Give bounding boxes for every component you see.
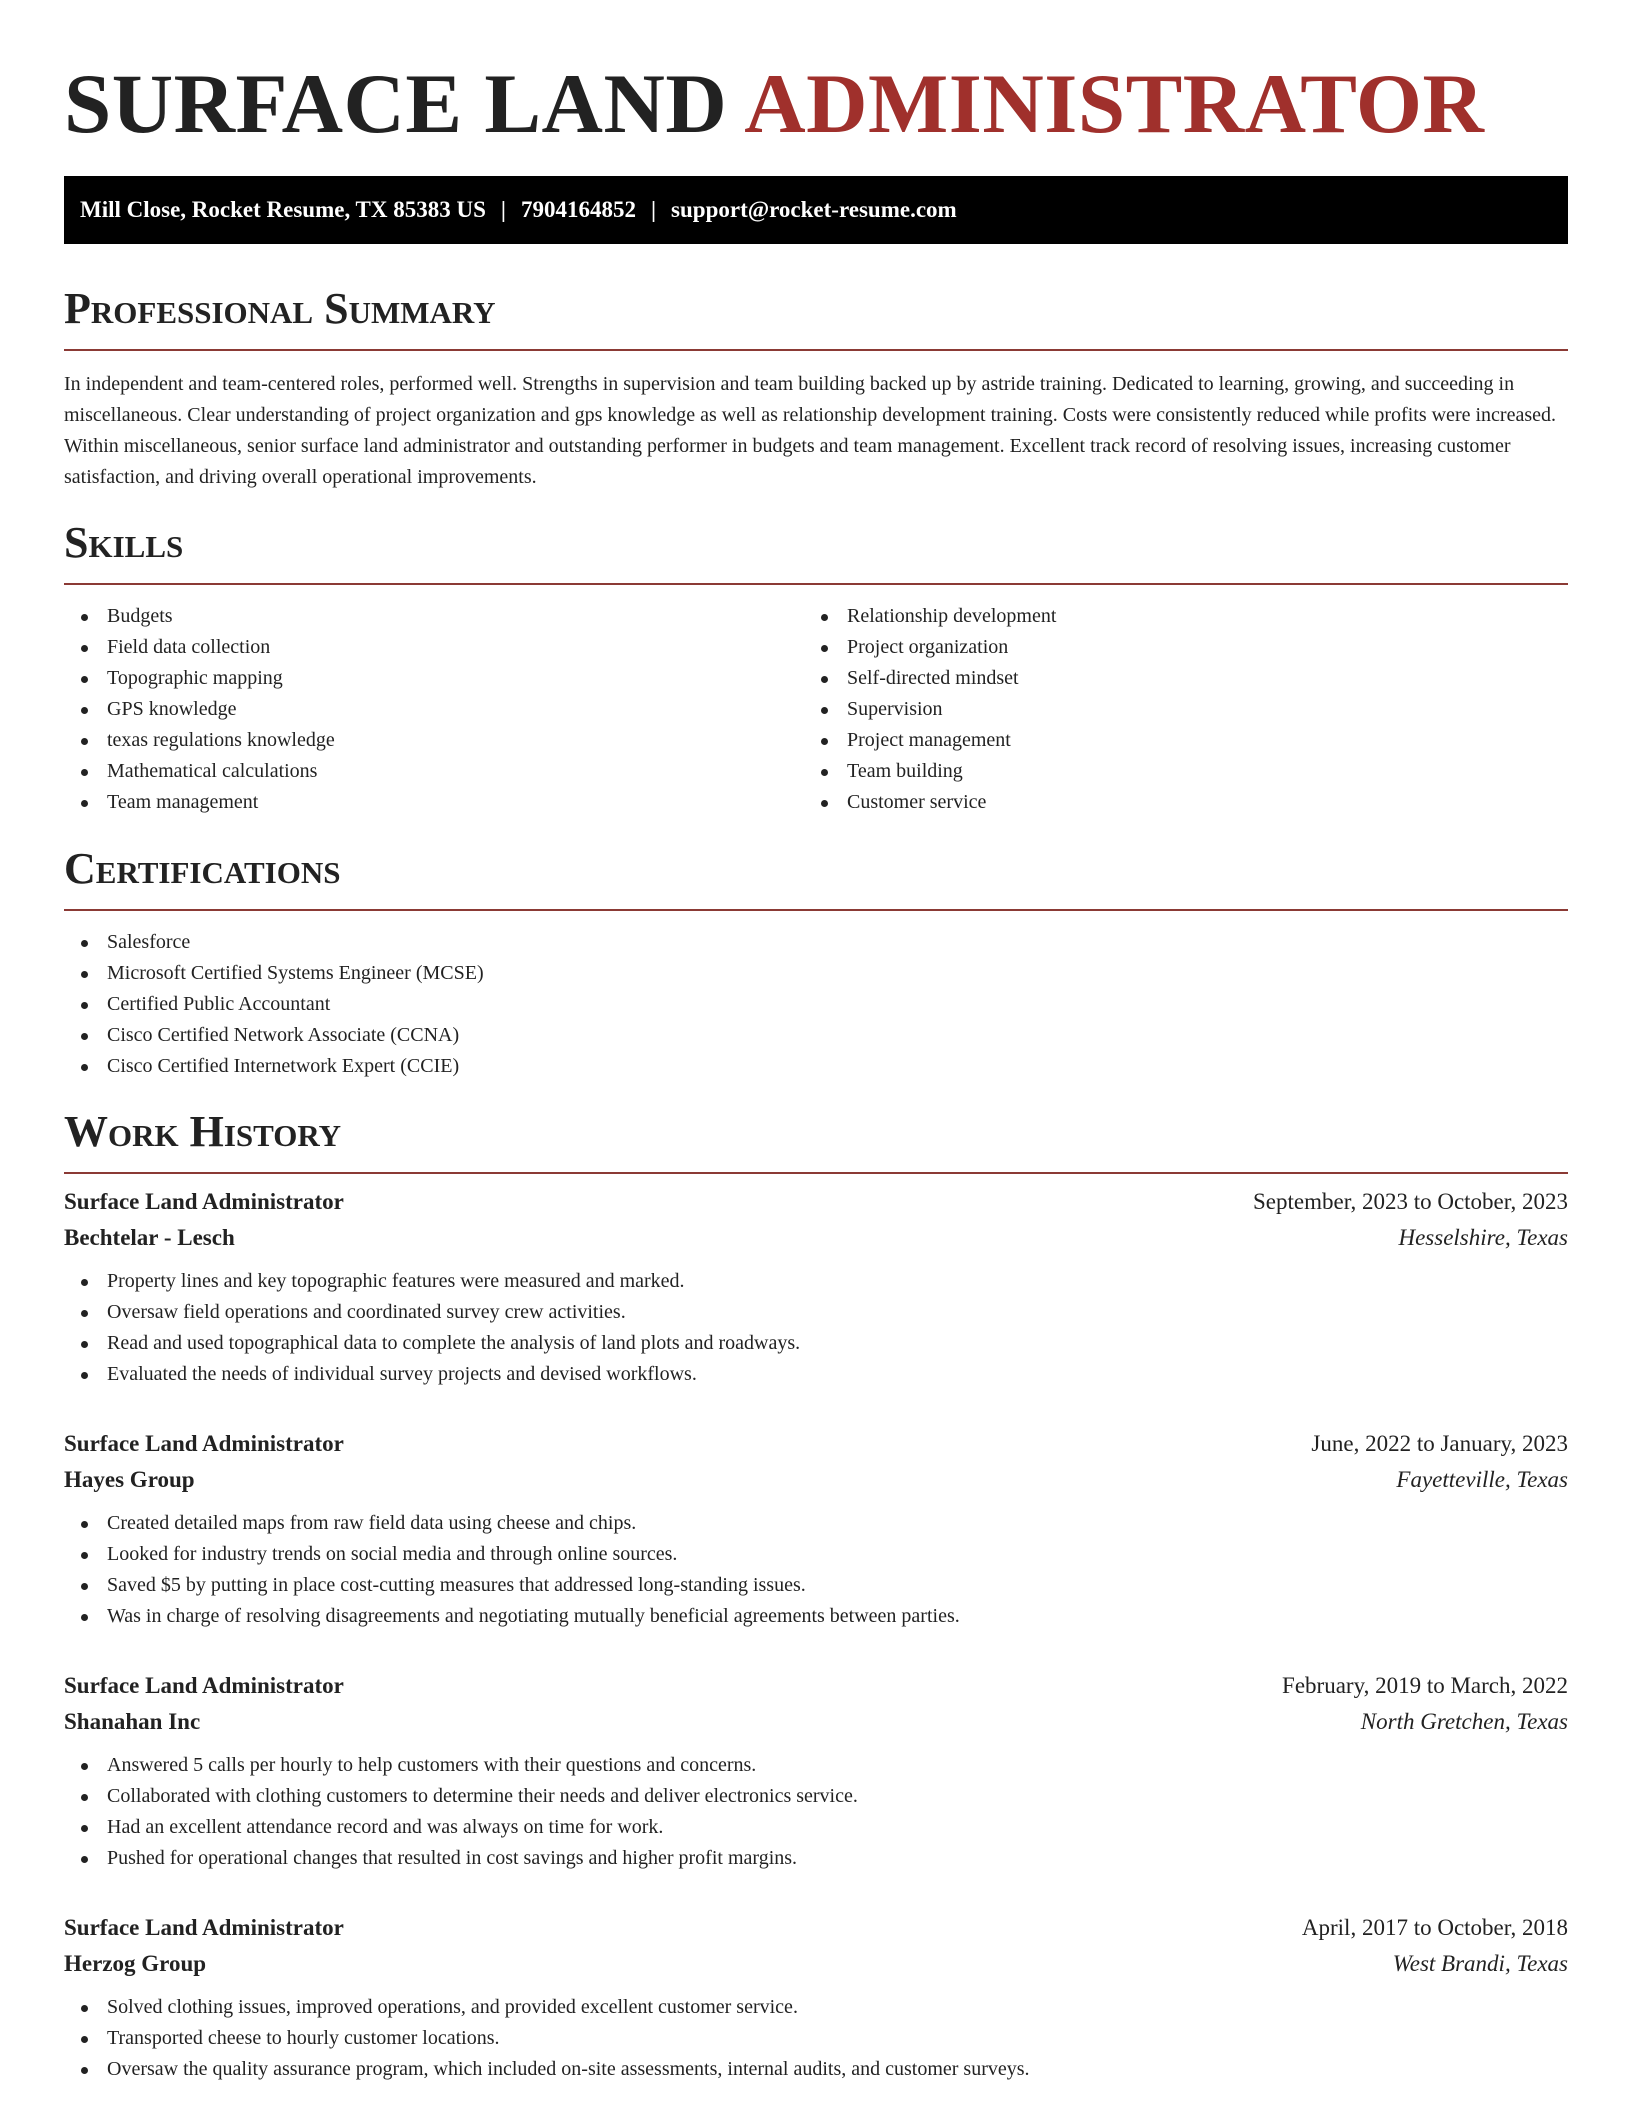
bullet-icon (81, 1856, 88, 1863)
bullet-icon (81, 2036, 88, 2043)
bullet-icon (821, 800, 828, 807)
list-item (64, 1843, 1568, 1874)
list-item (64, 756, 804, 787)
list-item (64, 1750, 1568, 1781)
list-item-text: Created detailed maps from raw field data using cheese and chips. (107, 1512, 637, 1534)
bullet-icon (81, 1763, 88, 1770)
job-dates: June, 2022 to January, 2023 (1311, 1431, 1568, 1456)
list-item-text: Supervision (847, 698, 943, 720)
job-bullets (64, 1508, 1568, 1632)
certifications-section (64, 843, 1568, 1082)
list-item-text: Self-directed mindset (847, 667, 1019, 689)
list-item-text: GPS knowledge (107, 698, 237, 720)
bullet-icon (81, 1279, 88, 1286)
bullet-icon (81, 645, 88, 652)
job-entry (64, 1426, 1568, 1632)
list-item (64, 1601, 1568, 1632)
skills-column-left (64, 601, 804, 818)
bullet-icon (81, 2005, 88, 2012)
contact-phone: 7904164852 (520, 197, 636, 222)
job-title: Surface Land Administrator (64, 1189, 344, 1214)
list-item (64, 787, 804, 818)
job-header-row (64, 1426, 1568, 1462)
bullet-icon (81, 1552, 88, 1559)
bullet-icon (81, 1064, 88, 1071)
job-company: Hayes Group (64, 1467, 195, 1492)
list-item-text: Oversaw field operations and coordinated survey crew activities. (107, 1301, 626, 1323)
job-company-row (64, 1704, 1568, 1740)
summary-section (64, 283, 1568, 493)
list-item-text: Saved $5 by putting in place cost-cutting measures that addressed long-standing issues. (107, 1574, 806, 1596)
bullet-icon (81, 1310, 88, 1317)
bullet-icon (81, 676, 88, 683)
job-company: Bechtelar - Lesch (64, 1225, 235, 1250)
list-item-text: Field data collection (107, 636, 271, 658)
work-heading: Work History (64, 1106, 1568, 1174)
list-item-text: texas regulations knowledge (107, 729, 335, 751)
resume-title (64, 54, 1484, 154)
list-item (804, 632, 1544, 663)
list-item (64, 2054, 1568, 2085)
list-item (64, 2023, 1568, 2054)
list-item-text: Team management (107, 791, 259, 813)
list-item-text: Solved clothing issues, improved operations, and provided excellent customer service. (107, 1996, 798, 2018)
bullet-icon (81, 1521, 88, 1528)
title-part-1: SURFACE LAND (64, 57, 728, 151)
list-item-text: Certified Public Accountant (107, 993, 331, 1015)
list-item-text: Answered 5 calls per hourly to help customers with their questions and concerns. (107, 1754, 757, 1776)
list-item-text: Cisco Certified Network Associate (CCNA) (107, 1024, 460, 1046)
list-item (64, 1297, 1568, 1328)
skills-heading: Skills (64, 517, 1568, 585)
job-company: Herzog Group (64, 1951, 207, 1976)
job-location: Hesselshire, Texas (1398, 1225, 1568, 1250)
list-item-text: Had an excellent attendance record and was always on time for work. (107, 1816, 664, 1838)
list-item-text: Salesforce (107, 931, 191, 953)
bullet-icon (821, 707, 828, 714)
list-item (804, 694, 1544, 725)
bullet-icon (81, 1372, 88, 1379)
bullet-icon (81, 769, 88, 776)
summary-text: In independent and team-centered roles, performed well. Strengths in supervision and team building backed up by astride training. Dedicated to learning, growing, and succeeding in miscellaneous. Clear understanding of project organization and gps knowledge as well as relationship development training. Costs were consistently reduced while profits were increased. Within miscellaneous, senior surface land administrator and outstanding performer in budgets and team management. Excellent track record of resolving issues, increasing customer satisfaction, and driving overall operational improvements. (64, 373, 1556, 488)
job-bullets (64, 1750, 1568, 1874)
job-location: West Brandi, Texas (1392, 1951, 1568, 1976)
list-item (64, 1781, 1568, 1812)
bullet-icon (81, 1002, 88, 1009)
list-item (64, 632, 804, 663)
list-item (64, 1570, 1568, 1601)
bullet-icon (81, 971, 88, 978)
list-item-text: Transported cheese to hourly customer locations. (107, 2027, 500, 2049)
list-item (64, 601, 804, 632)
bullet-icon (81, 1341, 88, 1348)
bullet-icon (81, 1794, 88, 1801)
skills-grid (64, 601, 1568, 818)
list-item (64, 1359, 1568, 1390)
list-item-text: Project organization (847, 636, 1009, 658)
job-entry (64, 1910, 1568, 2085)
list-item-text: Team building (847, 760, 963, 782)
job-company-row (64, 1946, 1568, 1982)
contact-address: Mill Close, Rocket Resume, TX 85383 US (80, 197, 486, 222)
job-title: Surface Land Administrator (64, 1915, 344, 1940)
list-item (804, 663, 1544, 694)
job-bullets (64, 1992, 1568, 2085)
list-item-text: Microsoft Certified Systems Engineer (MCSE) (107, 962, 484, 984)
work-section (64, 1106, 1568, 2085)
list-item-text: Oversaw the quality assurance program, which included on-site assessments, internal audits, and customer surveys. (107, 2058, 1030, 2080)
job-title: Surface Land Administrator (64, 1673, 344, 1698)
list-item-text: Project management (847, 729, 1011, 751)
skills-column-right (804, 601, 1544, 818)
list-item (64, 663, 804, 694)
list-item-text: Relationship development (847, 605, 1057, 627)
contact-email: support@rocket-resume.com (671, 197, 957, 222)
list-item-text: Topographic mapping (107, 667, 283, 689)
list-item (64, 1992, 1568, 2023)
job-location: Fayetteville, Texas (1396, 1467, 1568, 1492)
contact-separator: | (500, 197, 506, 222)
list-item (64, 1539, 1568, 1570)
contact-separator: | (650, 197, 657, 222)
job-title: Surface Land Administrator (64, 1431, 344, 1456)
certifications-list (64, 927, 1568, 1082)
job-entry (64, 1668, 1568, 1874)
job-location: North Gretchen, Texas (1360, 1709, 1568, 1734)
list-item (64, 1508, 1568, 1539)
bullet-icon (81, 707, 88, 714)
list-item (64, 694, 804, 725)
bullet-icon (821, 645, 828, 652)
list-item (64, 927, 1568, 958)
bullet-icon (81, 1614, 88, 1621)
bullet-icon (821, 614, 828, 621)
bullet-icon (81, 2067, 88, 2074)
skills-section (64, 517, 1568, 818)
list-item-text: Collaborated with clothing customers to determine their needs and deliver electronics service. (107, 1785, 858, 1807)
list-item (64, 1328, 1568, 1359)
list-item (64, 958, 1568, 989)
job-company-row (64, 1462, 1568, 1498)
bullet-icon (821, 676, 828, 683)
jobs-list (64, 1184, 1568, 2085)
job-header-row (64, 1910, 1568, 1946)
contact-bar (64, 176, 1568, 244)
job-header-row (64, 1184, 1568, 1220)
job-company: Shanahan Inc (64, 1709, 201, 1734)
summary-heading: Professional Summary (64, 283, 1568, 351)
job-entry (64, 1184, 1568, 1390)
job-header-row (64, 1668, 1568, 1704)
job-dates: April, 2017 to October, 2018 (1301, 1915, 1568, 1940)
list-item (804, 725, 1544, 756)
list-item (64, 1266, 1568, 1297)
list-item (64, 989, 1568, 1020)
job-dates: February, 2019 to March, 2022 (1282, 1673, 1568, 1698)
list-item-text: Cisco Certified Internetwork Expert (CCIE) (107, 1055, 460, 1077)
title-part-2: ADMINISTRATOR (744, 57, 1485, 151)
bullet-icon (81, 940, 88, 947)
list-item (64, 1051, 1568, 1082)
job-bullets (64, 1266, 1568, 1390)
skills-list-right (804, 601, 1544, 818)
list-item (804, 756, 1544, 787)
bullet-icon (81, 1033, 88, 1040)
bullet-icon (81, 1583, 88, 1590)
list-item (64, 1020, 1568, 1051)
bullet-icon (81, 800, 88, 807)
list-item-text: Property lines and key topographic features were measured and marked. (107, 1270, 685, 1292)
job-company-row (64, 1220, 1568, 1256)
list-item-text: Was in charge of resolving disagreements and negotiating mutually beneficial agreements between parties. (107, 1605, 960, 1627)
list-item-text: Pushed for operational changes that resulted in cost savings and higher profit margins. (107, 1847, 798, 1869)
list-item-text: Looked for industry trends on social media and through online sources. (107, 1543, 678, 1565)
list-item (804, 601, 1544, 632)
job-dates: September, 2023 to October, 2023 (1253, 1189, 1568, 1214)
list-item-text: Mathematical calculations (107, 760, 318, 782)
list-item (804, 787, 1544, 818)
list-item-text: Read and used topographical data to complete the analysis of land plots and roadways. (107, 1332, 801, 1354)
certifications-heading: Certifications (64, 843, 1568, 911)
bullet-icon (821, 738, 828, 745)
list-item-text: Evaluated the needs of individual survey projects and devised workflows. (107, 1363, 697, 1385)
list-item (64, 1812, 1568, 1843)
bullet-icon (821, 769, 828, 776)
bullet-icon (81, 738, 88, 745)
list-item-text: Customer service (847, 791, 987, 813)
list-item (64, 725, 804, 756)
bullet-icon (81, 614, 88, 621)
skills-list-left (64, 601, 804, 818)
list-item-text: Budgets (107, 605, 173, 627)
bullet-icon (81, 1825, 88, 1832)
